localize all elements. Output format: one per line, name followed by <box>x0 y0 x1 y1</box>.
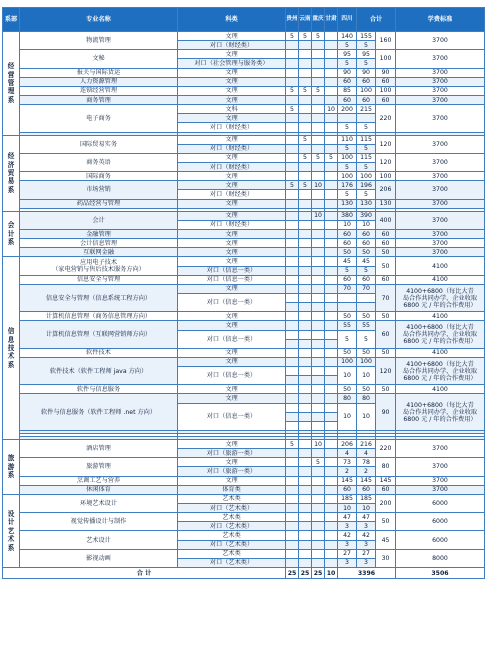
table-row: 经济贸易系 国际贸易实务 文理 5 110 115 120 3700 <box>3 135 485 144</box>
dept-cell: 会计系 <box>3 211 20 257</box>
dept-cell: 经济贸易系 <box>3 135 20 211</box>
table-row: 对口（财经类） 5 5 <box>3 162 485 171</box>
table-row: 对口（艺术类） 3 3 <box>3 540 485 549</box>
table-row: 计算机信息管理（商务信息管理方向） 文理 50 50 50 4100 <box>3 312 485 321</box>
table-row: 艺术设计 艺术类 42 42 45 6000 <box>3 531 485 540</box>
table-row: 软件技术 文理 50 50 50 4100 <box>3 348 485 357</box>
table-row: 对口（旅游一类） 2 2 <box>3 467 485 476</box>
table-row: 商务管理 文理 60 60 60 3700 <box>3 95 485 104</box>
header-yunnan: 云南 <box>299 8 312 32</box>
table-row: 互联网金融 文理 50 50 50 3700 <box>3 248 485 257</box>
table-row: 会计系 会计 文理 10 380 390 400 3700 <box>3 211 485 220</box>
dept-cell: 经营管理系 <box>3 32 20 136</box>
table-row: 旅游系 酒店管理 文理 5 10 206 216 220 3700 <box>3 440 485 449</box>
table-row: 对口（财经类） 5 5 <box>3 190 485 199</box>
table-row: 休闲体育 体育类 60 60 60 3700 <box>3 485 485 494</box>
header-gansu: 甘肃 <box>325 8 338 32</box>
table-row: 对口（信息一类） 10 10 <box>3 403 485 412</box>
table-row: 电子商务 文科 5 10 200 215 220 3700 <box>3 105 485 114</box>
table-row: 连锁经营管理 文理 5 5 5 85 100 100 3700 <box>3 86 485 95</box>
table-row: 国际商务 文理 100 100 100 3700 <box>3 172 485 181</box>
table-row: 设计艺术系 环境艺术设计 艺术类 185 185 200 6000 <box>3 494 485 503</box>
header-chongqing: 重庆 <box>312 8 325 32</box>
header-row <box>3 8 485 32</box>
table-row: 对口（艺术类） 3 3 <box>3 522 485 531</box>
table-row: 会计信息管理 文理 60 60 60 3700 <box>3 239 485 248</box>
table-row: 影视动画 艺术类 27 27 30 8000 <box>3 549 485 558</box>
table-row: 对口（艺术类） 3 3 <box>3 558 485 567</box>
table-row: 金融管理 文理 60 60 60 3700 <box>3 229 485 238</box>
table-row: 对口（信息一类） 5 5 <box>3 330 485 339</box>
admissions-plan-table <box>2 7 485 579</box>
table-row: 文理 <box>3 114 485 123</box>
table-row: 对口（财经类） 5 5 <box>3 123 485 132</box>
total-label: 合 计 <box>3 568 286 579</box>
table-row: 信息安全与管理 对口（信息一类） 60 60 60 4100 <box>3 275 485 284</box>
header-category: 科类 <box>178 8 286 32</box>
table-row: 信息技术系 应用电子技术 （家电营销与售后技术服务方向） 文理 45 45 50 4100 <box>3 257 485 266</box>
header-sichuan: 四川 <box>338 8 357 32</box>
header-total: 合计 <box>357 8 396 32</box>
table-row: 信息安全与管理（信息系统工程方向） 文理 70 70 70 4100+6800（每比大青 岛合作共同办学，企业收取 6800 元 / 年的合作费用） <box>3 284 485 293</box>
dept-cell: 设计艺术系 <box>3 494 20 567</box>
table-row: 对口（信息一类） 5 5 <box>3 266 485 275</box>
table-row: 旅游管理 文理 5 73 78 80 3700 <box>3 458 485 467</box>
table-row: 对口（旅游一类） 4 4 <box>3 449 485 458</box>
table-row: 计算机信息管理（互联网营销师方向） 文理 55 55 60 4100+6800（每比大青 岛合作共同办学，企业收取 6800 元 / 年的合作费用） <box>3 321 485 330</box>
table-row: 市场营销 文理 5 5 10 176 196 206 3700 <box>3 181 485 190</box>
table-row: 对口（信息一类） <box>3 293 485 302</box>
header-guizhou: 贵州 <box>286 8 299 32</box>
table-row: 对口（财经类） 5 5 <box>3 144 485 153</box>
major-cell: 物流管理 <box>20 32 178 50</box>
header-fee: 学费标准 <box>396 8 485 32</box>
header-dept: 系部 <box>3 8 20 32</box>
table-row: 对口（财经类） 10 10 <box>3 220 485 229</box>
admissions-plan-table-wrapper <box>2 7 485 579</box>
table-row: 对口（信息一类） 10 10 <box>3 367 485 376</box>
table-row: 商务英语 文理 5 5 5 100 115 120 3700 <box>3 153 485 162</box>
dept-cell: 旅游系 <box>3 440 20 495</box>
table-row: 软件与信息服务 文理 50 50 50 4100 <box>3 385 485 394</box>
table-row: 对口（财经类） 5 5 <box>3 41 485 50</box>
dept-cell: 信息技术系 <box>3 257 20 440</box>
table-row: 药品经营与管理 文理 130 130 130 3700 <box>3 199 485 208</box>
table-row: 文秘 文理 95 95 100 3700 <box>3 50 485 59</box>
table-row: 视觉传播设计与制作 艺术类 47 47 50 6000 <box>3 513 485 522</box>
table-row: 人力资源管理 文理 60 60 60 3700 <box>3 77 485 86</box>
header-major: 专业名称 <box>20 8 178 32</box>
table-row: 软件技术（软件工程师 java 方向） 文理 100 100 120 4100+6800（每比大青 岛合作共同办学，企业收取 6800 元 / 年的合作费用） <box>3 357 485 366</box>
table-row: 对口（艺术类） 10 10 <box>3 504 485 513</box>
table-row: 经营管理系 物流管理 文理 5 5 5 140 155 160 3700 <box>3 32 485 41</box>
category-cell: 文理 <box>178 32 286 41</box>
table-row: 烹调工艺与营养 文理 145 145 145 3700 <box>3 476 485 485</box>
total-row: 合 计 25 25 25 10 3396 3506 <box>3 568 485 579</box>
table-row: 软件与信息服务（软件工程师 .net 方向） 文理 80 80 90 4100+6800（每比大青 岛合作共同办学，企业收取 6800 元 / 年的合作费用） <box>3 394 485 403</box>
table-row: 报关与国际货运 文理 90 90 90 3700 <box>3 68 485 77</box>
table-row: 对口（社会管理与服务类） 5 5 <box>3 59 485 68</box>
